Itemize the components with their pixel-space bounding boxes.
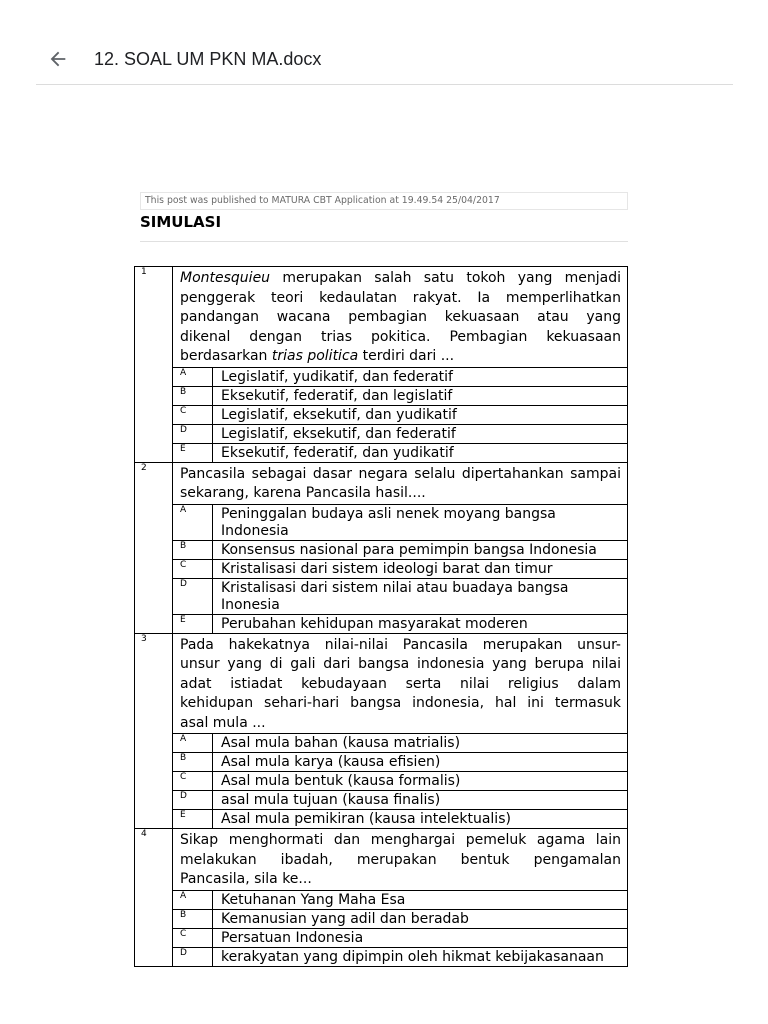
question-row [135, 267, 628, 368]
option-text: Ketuhanan Yang Maha Esa [213, 890, 628, 909]
question-table [134, 266, 628, 967]
option-letter: B [173, 909, 213, 928]
question-line: Pada hakekatnya nilai-nilai Pancasila merupakan unsur- [180, 636, 621, 653]
option-letter: A [173, 890, 213, 909]
question-line: kehidupan sehari-hari bangsa indonesia, hal ini termasuk [180, 695, 621, 711]
option-letter: E [173, 810, 213, 829]
option-row [135, 540, 628, 559]
doc-heading: SIMULASI [140, 211, 628, 242]
option-letter: E [173, 614, 213, 633]
option-text: Eksekutif, federatif, dan yudikatif [213, 443, 628, 462]
option-row [135, 890, 628, 909]
question-number: 4 [135, 829, 173, 967]
option-letter: B [173, 753, 213, 772]
option-letter: B [173, 386, 213, 405]
option-row [135, 443, 628, 462]
option-letter: C [173, 928, 213, 947]
document-body [140, 192, 628, 242]
option-row [135, 504, 628, 540]
option-row [135, 810, 628, 829]
question-number: 2 [135, 462, 173, 633]
option-letter: E [173, 443, 213, 462]
question-line: dikenal dengan trias pokitica. Pembagian kekuasaan [180, 328, 621, 345]
option-text: Persatuan Indonesia [213, 928, 628, 947]
option-row [135, 559, 628, 578]
option-row [135, 928, 628, 947]
option-letter: D [173, 424, 213, 443]
option-row [135, 772, 628, 791]
question-line: Sikap menghormati dan menghargai pemeluk agama lain [180, 832, 621, 848]
option-row [135, 578, 628, 614]
question-line: berdasarkan trias politica terdiri dari ... [180, 348, 455, 364]
option-row [135, 405, 628, 424]
option-row [135, 909, 628, 928]
question-line: Pancasila sebagai dasar negara selalu dipertahankan sampai [180, 465, 621, 482]
question-row [135, 829, 628, 891]
option-row [135, 791, 628, 810]
option-text: Asal mula bentuk (kausa formalis) [213, 772, 628, 791]
back-button[interactable] [30, 34, 86, 84]
option-row [135, 734, 628, 753]
question-line: Pancasila, sila ke... [180, 871, 312, 887]
option-text: Asal mula karya (kausa efisien) [213, 753, 628, 772]
option-row [135, 424, 628, 443]
option-text: Asal mula bahan (kausa matrialis) [213, 734, 628, 753]
arrow-back-icon [47, 48, 69, 70]
option-row [135, 367, 628, 386]
question-line: adat istiadat kebudayaan serta nilai religius dalam [180, 675, 621, 692]
option-row [135, 753, 628, 772]
option-text: asal mula tujuan (kausa finalis) [213, 791, 628, 810]
option-row [135, 386, 628, 405]
option-text: kerakyatan yang dipimpin oleh hikmat kebijakasanaan [213, 947, 628, 966]
option-row [135, 614, 628, 633]
option-letter: D [173, 578, 213, 614]
question-text [173, 462, 628, 504]
question-line: asal mula ... [180, 714, 266, 731]
option-letter: D [173, 947, 213, 966]
option-letter: C [173, 772, 213, 791]
question-number: 1 [135, 267, 173, 463]
question-line: Montesquieu merupakan salah satu tokoh yang menjadi [180, 270, 621, 286]
option-letter: A [173, 367, 213, 386]
question-line: unsur yang di gali dari bangsa indonesia yang berupa nilai [180, 656, 621, 672]
question-text [173, 267, 628, 368]
option-text: Kristalisasi dari sistem nilai atau buadaya bangsa Inonesia [213, 578, 628, 614]
option-text: Legislatif, eksekutif, dan yudikatif [213, 405, 628, 424]
question-number: 3 [135, 633, 173, 829]
publish-notice: This post was published to MATURA CBT Application at 19.49.54 25/04/2017 [140, 192, 628, 210]
option-text: Kristalisasi dari sistem ideologi barat dan timur [213, 559, 628, 578]
app-bar [36, 34, 733, 85]
option-text: Peninggalan budaya asli nenek moyang bangsa Indonesia [213, 504, 628, 540]
option-letter: A [173, 504, 213, 540]
option-letter: D [173, 791, 213, 810]
option-letter: B [173, 540, 213, 559]
question-line: penggerak teori kedaulatan rakyat. Ia memperlihatkan [180, 289, 621, 306]
question-text [173, 633, 628, 734]
question-table-wrapper [134, 266, 628, 988]
option-letter: C [173, 405, 213, 424]
option-text: Kemanusian yang adil dan beradab [213, 909, 628, 928]
question-row [135, 462, 628, 504]
option-row [135, 947, 628, 966]
option-letter: A [173, 734, 213, 753]
question-row [135, 633, 628, 734]
option-text: Legislatif, eksekutif, dan federatif [213, 424, 628, 443]
option-text: Konsensus nasional para pemimpin bangsa Indonesia [213, 540, 628, 559]
option-text: Eksekutif, federatif, dan legislatif [213, 386, 628, 405]
question-line: pandangan wacana pembagian kekuasaan atau yang [180, 309, 621, 325]
option-text: Asal mula pemikiran (kausa intelektualis) [213, 810, 628, 829]
option-text: Legislatif, yudikatif, dan federatif [213, 367, 628, 386]
option-text: Perubahan kehidupan masyarakat moderen [213, 614, 628, 633]
question-line: sekarang, karena Pancasila hasil.... [180, 485, 426, 501]
option-letter: C [173, 559, 213, 578]
document-title: 12. SOAL UM PKN MA.docx [94, 48, 322, 69]
question-line: melakukan ibadah, merupakan bentuk pengamalan [180, 851, 621, 868]
question-text [173, 829, 628, 891]
